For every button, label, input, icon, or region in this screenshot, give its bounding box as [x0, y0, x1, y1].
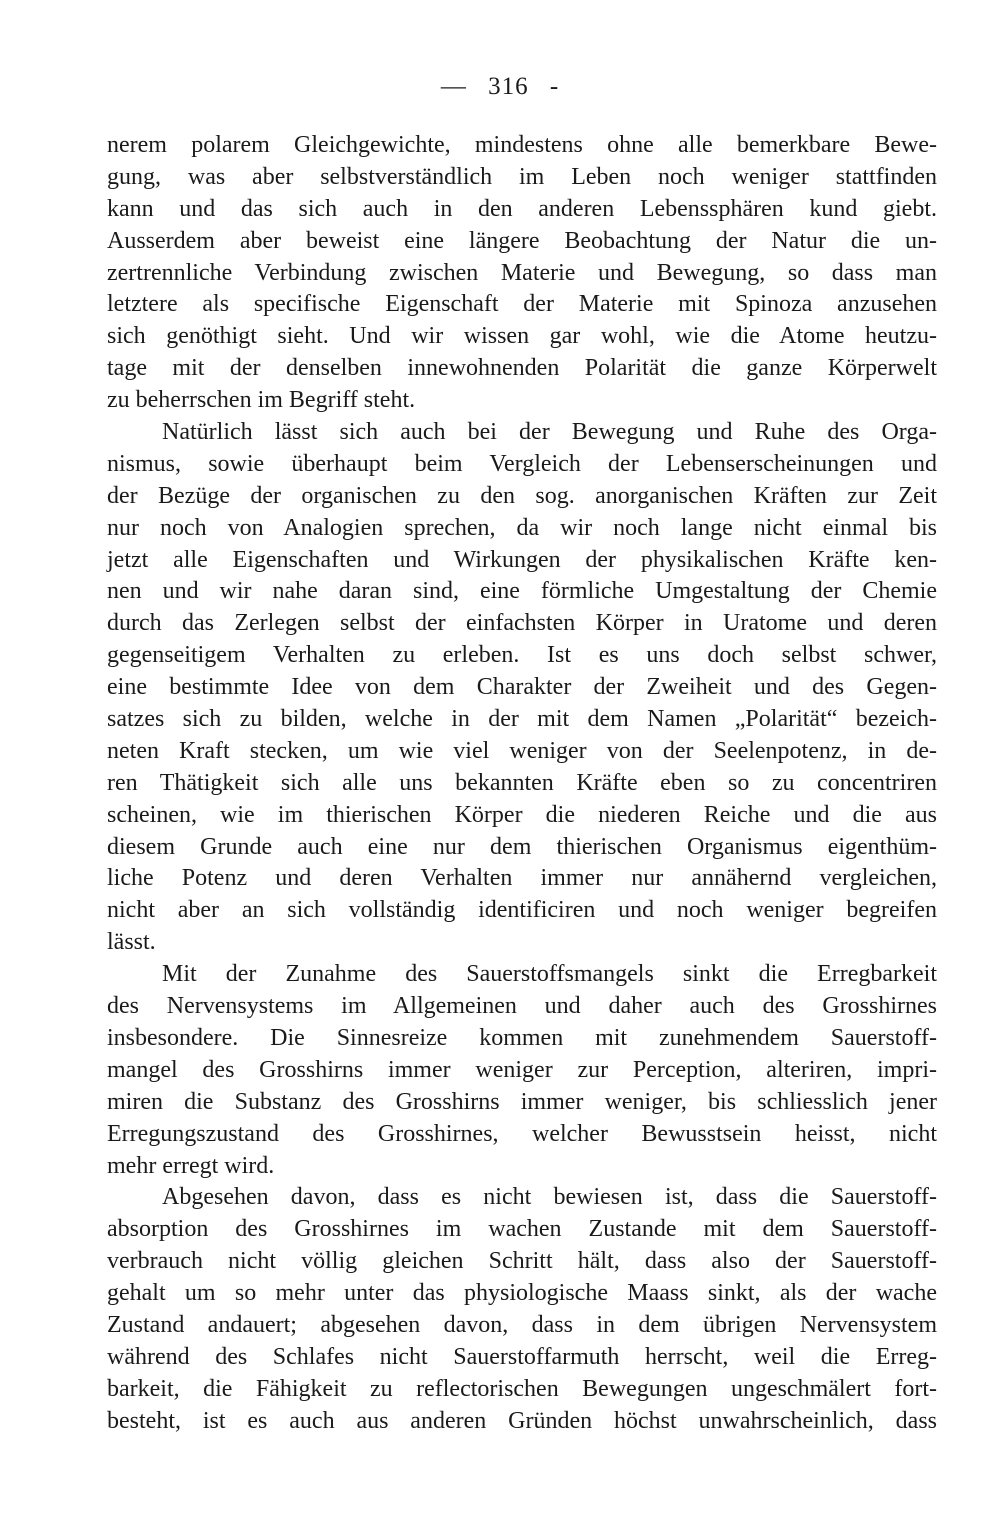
body-text	[107, 130, 937, 1438]
text-line: letztere als specifische Eigenschaft der Materie mit Spinoza anzusehen	[107, 291, 937, 318]
text-line: Natürlich lässt sich auch bei der Bewegung und Ruhe des Orga-	[162, 419, 937, 446]
text-line: eine bestimmte Idee von dem Charakter der Zweiheit und des Gegen-	[107, 674, 937, 701]
page-number-dash-left: —	[440, 73, 467, 100]
text-line: sich genöthigt sieht. Und wir wissen gar wohl, wie die Atome heutzu-	[107, 323, 937, 350]
text-line: zertrennliche Verbindung zwischen Materie und Bewegung, so dass man	[107, 259, 937, 286]
text-line: Mit der Zunahme des Sauerstoffsmangels sinkt die Erregbarkeit	[162, 961, 937, 988]
text-line: Abgesehen davon, dass es nicht bewiesen ist, dass die Sauerstoff-	[162, 1184, 937, 1211]
text-line: satzes sich zu bilden, welche in der mit dem Namen „Polarität“ bezeich-	[107, 706, 937, 733]
text-line: miren die Substanz des Grosshirns immer weniger, bis schliesslich jener	[107, 1088, 937, 1115]
text-line: nur noch von Analogien sprechen, da wir noch lange nicht einmal bis	[107, 514, 937, 541]
text-line: ren Thätigkeit sich alle uns bekannten Kräfte eben so zu concentriren	[107, 769, 937, 796]
text-line: Ausserdem aber beweist eine längere Beobachtung der Natur die un-	[107, 227, 937, 254]
text-line: neten Kraft stecken, um wie viel weniger von der Seelenpotenz, in de-	[107, 737, 937, 764]
text-line: diesem Grunde auch eine nur dem thierischen Organismus eigenthüm-	[107, 833, 937, 860]
text-line: gung, was aber selbstverständlich im Leben noch weniger stattfinden	[107, 163, 937, 190]
text-line: während des Schlafes nicht Sauerstoffarmuth herrscht, weil die Erreg-	[107, 1343, 937, 1370]
text-line: liche Potenz und deren Verhalten immer nur annähernd vergleichen,	[107, 865, 937, 892]
text-line: nicht aber an sich vollständig identificiren und noch weniger begreifen	[107, 897, 937, 924]
text-line: zu beherrschen im Begriff steht.	[107, 387, 416, 414]
text-line: der Bezüge der organischen zu den sog. anorganischen Kräften zur Zeit	[107, 482, 937, 509]
text-line: Zustand andauert; abgesehen davon, dass in dem übrigen Nervensystem	[107, 1311, 937, 1338]
text-line: scheinen, wie im thierischen Körper die niederen Reiche und die aus	[107, 801, 937, 828]
text-line: Erregungszustand des Grosshirnes, welcher Bewusstsein heisst, nicht	[107, 1120, 937, 1147]
page-number: 316	[488, 73, 529, 100]
text-line: gegenseitigem Verhalten zu erleben. Ist es uns doch selbst schwer,	[107, 642, 937, 669]
text-line: absorption des Grosshirnes im wachen Zustande mit dem Sauerstoff-	[107, 1216, 937, 1243]
text-line: besteht, ist es auch aus anderen Gründen höchst unwahrscheinlich, dass	[107, 1407, 937, 1434]
text-line: jetzt alle Eigenschaften und Wirkungen der physikalischen Kräfte ken-	[107, 546, 937, 573]
text-line: gehalt um so mehr unter das physiologische Maass sinkt, als der wache	[107, 1280, 937, 1307]
text-line: des Nervensystems im Allgemeinen und daher auch des Grosshirnes	[107, 993, 937, 1020]
text-line: mangel des Grosshirns immer weniger zur Perception, alteriren, impri-	[107, 1056, 937, 1083]
page-header	[0, 73, 1000, 101]
text-line: tage mit der denselben innewohnenden Polarität die ganze Körperwelt	[107, 355, 937, 382]
text-line: kann und das sich auch in den anderen Lebenssphären kund giebt.	[107, 195, 937, 222]
text-line: insbesondere. Die Sinnesreize kommen mit zunehmendem Sauerstoff-	[107, 1024, 937, 1051]
text-line: verbrauch nicht völlig gleichen Schritt hält, dass also der Sauerstoff-	[107, 1248, 937, 1275]
text-line: nerem polarem Gleichgewichte, mindestens ohne alle bemerkbare Bewe-	[107, 132, 937, 158]
text-line: nismus, sowie überhaupt beim Vergleich der Lebenserscheinungen und	[107, 450, 937, 477]
text-line: lässt.	[107, 929, 156, 956]
text-line: barkeit, die Fähigkeit zu reflectorischen Bewegungen ungeschmälert fort-	[107, 1375, 937, 1402]
text-line: durch das Zerlegen selbst der einfachsten Körper in Uratome und deren	[107, 610, 937, 637]
text-line: mehr erregt wird.	[107, 1152, 275, 1179]
text-line: nen und wir nahe daran sind, eine förmliche Umgestaltung der Chemie	[107, 578, 937, 605]
page-number-dash-right: -	[549, 73, 560, 100]
